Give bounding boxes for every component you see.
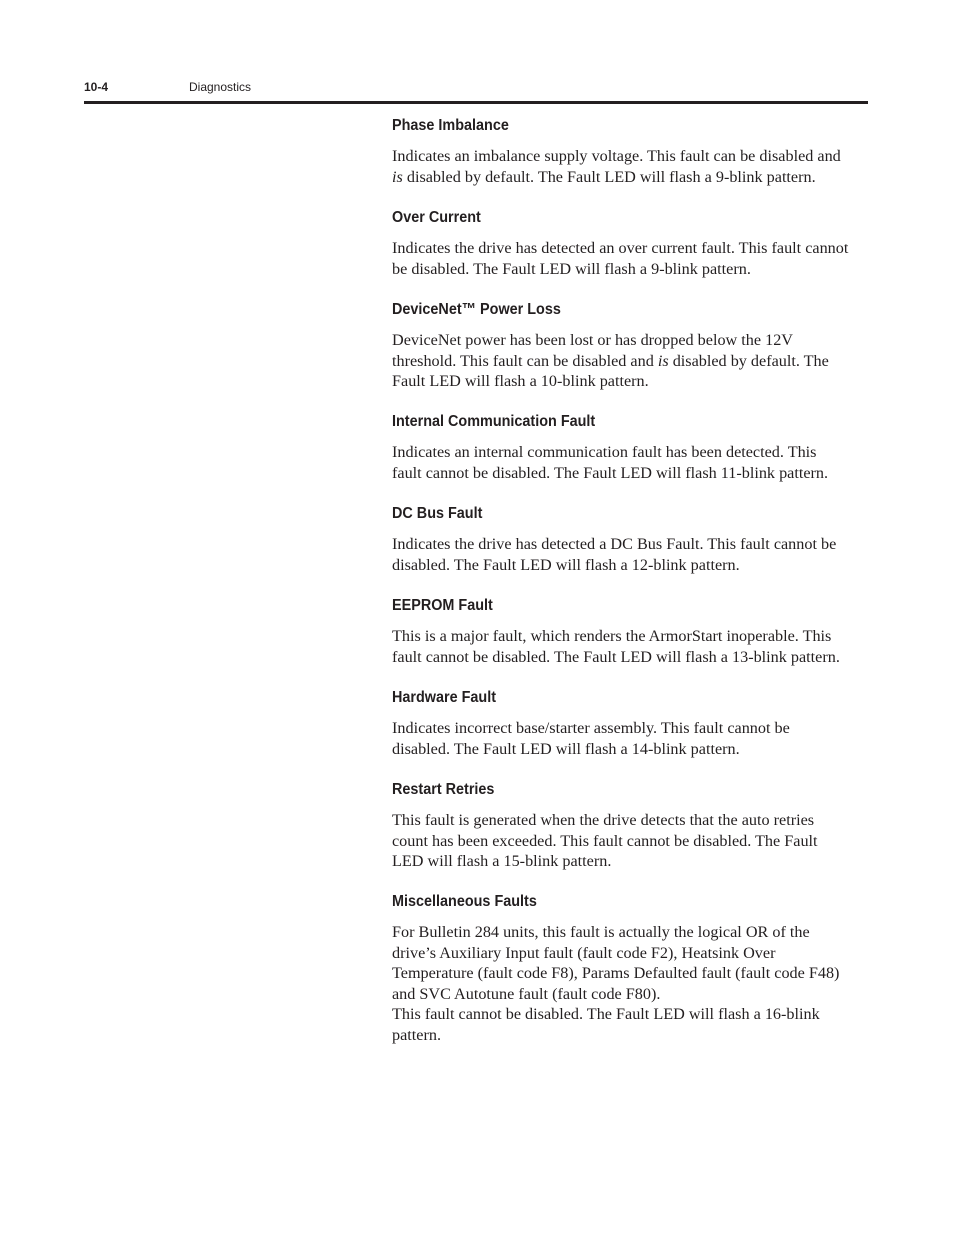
section-body [392, 330, 870, 392]
page-number: 10-4 [84, 80, 109, 94]
body-line [392, 1025, 870, 1046]
fault-section [392, 208, 870, 279]
section-heading: Internal Communication Fault [392, 413, 596, 430]
body-line [392, 1004, 870, 1025]
body-text: pattern. [392, 1025, 441, 1044]
body-text: Indicates an internal communication fault has been detected. This [392, 443, 817, 461]
body-text: Indicates an imbalance supply voltage. This fault can be disabled and [392, 147, 841, 165]
body-line [392, 330, 870, 351]
fault-section [392, 688, 870, 759]
section-heading: DeviceNet™ Power Loss [392, 301, 561, 318]
section-body [392, 922, 870, 1045]
body-text: be disabled. The Fault LED will flash a 9-blink pattern. [392, 259, 751, 278]
body-text: fault cannot be disabled. The Fault LED will flash a 13-blink pattern. [392, 647, 840, 666]
body-line [392, 943, 870, 964]
body-line [392, 259, 870, 280]
body-line [392, 984, 870, 1005]
section-body [392, 238, 870, 279]
body-line [392, 146, 870, 167]
section-heading: EEPROM Fault [392, 597, 493, 614]
section-heading: Over Current [392, 209, 481, 226]
body-line [392, 647, 870, 668]
fault-section [392, 116, 870, 187]
body-text: This fault is generated when the drive detects that the auto retries [392, 811, 815, 829]
body-line [392, 718, 870, 739]
body-line [392, 371, 870, 392]
body-text: threshold. This fault can be disabled and [392, 351, 658, 370]
section-heading: Hardware Fault [392, 689, 497, 706]
emphasis-text: is [657, 351, 669, 370]
fault-section [392, 596, 870, 667]
section-body [392, 534, 870, 575]
emphasis-text: is [392, 167, 403, 186]
body-line [392, 810, 870, 831]
body-text: fault cannot be disabled. The Fault LED will flash 11-blink pattern. [392, 463, 829, 482]
body-text: LED will flash a 15-blink pattern. [392, 852, 612, 870]
body-text: drive’s Auxiliary Input fault (fault code F2), Heatsink Over [392, 943, 776, 962]
section-heading: Phase Imbalance [392, 117, 509, 134]
body-text: Indicates the drive has detected a DC Bus Fault. This fault cannot be [392, 535, 837, 553]
fault-section [392, 412, 870, 483]
body-text: disabled. The Fault LED will flash a 12-blink pattern. [392, 555, 740, 574]
section-body [392, 626, 870, 667]
body-line [392, 463, 870, 484]
section-heading: Miscellaneous Faults [392, 893, 537, 910]
body-text: and SVC Autotune fault (fault code F80). [392, 984, 661, 1003]
section-body [392, 718, 870, 759]
chapter-title: Diagnostics [189, 80, 252, 94]
body-line [392, 922, 870, 943]
body-line [392, 555, 870, 576]
fault-section [392, 504, 870, 575]
section-heading: DC Bus Fault [392, 505, 483, 522]
body-text: disabled by default. The [668, 351, 829, 370]
body-text: DeviceNet power has been lost or has dropped below the 12V [392, 331, 793, 349]
body-line [392, 167, 870, 188]
body-line [392, 851, 870, 872]
body-line [392, 238, 870, 259]
body-line [392, 534, 870, 555]
fault-section [392, 892, 870, 1045]
body-text: count has been exceeded. This fault cannot be disabled. The Fault [392, 831, 818, 850]
section-body [392, 146, 870, 187]
section-heading: Restart Retries [392, 781, 495, 798]
body-text: Fault LED will flash a 10-blink pattern. [392, 372, 649, 390]
body-text: For Bulletin 284 units, this fault is actually the logical OR of the [392, 923, 810, 941]
fault-section [392, 780, 870, 872]
body-line [392, 442, 870, 463]
body-line [392, 963, 870, 984]
body-text: disabled. The Fault LED will flash a 14-blink pattern. [392, 739, 740, 758]
body-text: This fault cannot be disabled. The Fault LED will flash a 16-blink [392, 1005, 820, 1023]
body-text: disabled by default. The Fault LED will flash a 9-blink pattern. [402, 167, 816, 186]
body-text: This is a major fault, which renders the ArmorStart inoperable. This [392, 627, 832, 645]
header-rule [84, 101, 868, 104]
body-text: Indicates the drive has detected an over current fault. This fault cannot [392, 239, 849, 257]
body-text: Indicates incorrect base/starter assembly. This fault cannot be [392, 719, 790, 737]
body-line [392, 739, 870, 760]
section-body [392, 810, 870, 872]
body-line [392, 831, 870, 852]
body-line [392, 626, 870, 647]
body-line [392, 351, 870, 372]
fault-section [392, 300, 870, 392]
body-text: Temperature (fault code F8), Params Defaulted fault (fault code F48) [392, 964, 840, 982]
section-body [392, 442, 870, 483]
